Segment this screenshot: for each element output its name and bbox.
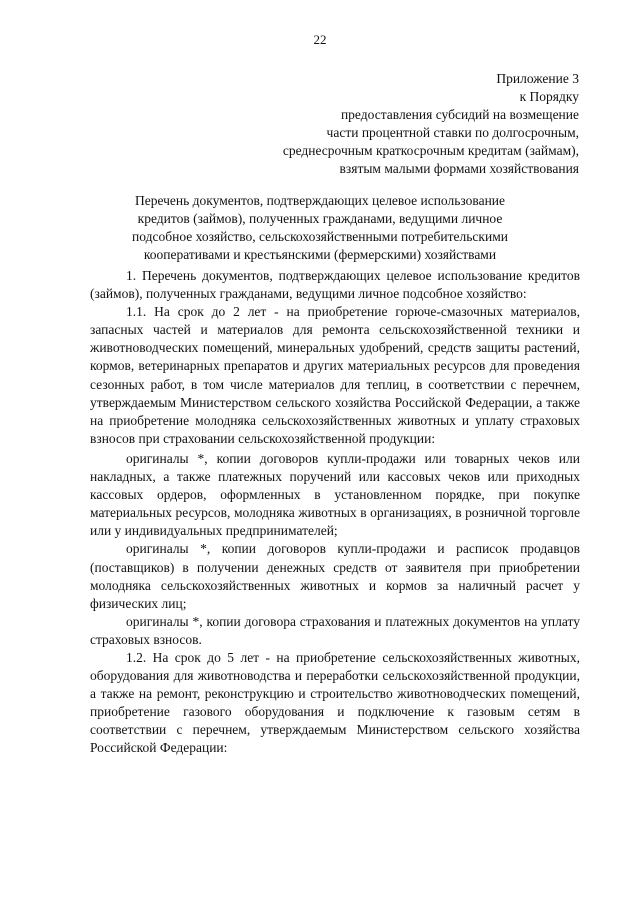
paragraph-originals-purchase: оригиналы *, копии договоров купли-продажи или товарных чеков или накладных, а также платежных поручений или кассовых чеков или приходных кассовых ордеров, оформленных в установленном порядке, при покупке материальных ресурсов, молодняка животных в организациях, в розничной торговле или у индивидуальных предпринимателей; <box>90 450 580 539</box>
appendix-line: к Порядку <box>519 89 579 104</box>
title-line: подсобное хозяйство, сельскохозяйственными потребительскими <box>132 229 508 244</box>
appendix-header <box>219 70 579 178</box>
paragraph-originals-cash: оригиналы *, копии договоров купли-продажи и расписок продавцов (поставщиков) в получении денежных средств от заявителя при приобретении молодняка сельскохозяйственных животных и кормов за наличный расчет у физических лиц; <box>90 541 580 611</box>
page-number: 22 <box>313 32 327 47</box>
paragraph-section-1-1: 1.1. На срок до 2 лет - на приобретение горюче-смазочных материалов, запасных частей и материалов для ремонта сельскохозяйственной техники и животноводческих помещений, минеральных удобрений, средств защиты растений, кормов, ветеринарных препаратов и других материальных ресурсов для проведения сезонных работ, в том числе материалов для теплиц, в соответствии с перечнем, утверждаемым Министерством сельского хозяйства Российской Федерации, а также на приобретение молодняка сельскохозяйственных животных и уплату страховых взносов при страховании сельскохозяйственной продукции: <box>90 304 580 446</box>
appendix-line: среднесрочным краткосрочным кредитам (займам), <box>282 143 579 158</box>
title-line: Перечень документов, подтверждающих целевое использование <box>134 193 506 208</box>
paragraph-originals-insurance: оригиналы *, копии договора страхования и платежных документов на уплату страховых взносов. <box>90 613 580 647</box>
title-line: кредитов (займов), полученных гражданами, ведущими личное <box>137 211 503 226</box>
appendix-line: Приложение 3 <box>496 71 579 86</box>
paragraph-section-1-2: 1.2. На срок до 5 лет - на приобретение сельскохозяйственных животных, оборудования для животноводства и переработки сельскохозяйственной продукции, а также на ремонт, реконструкцию и строительство животноводческих помещений, приобретение газового оборудования и подключение к газовым сетям в соответствии с перечнем, утверждаемым Министерством сельского хозяйства Российской Федерации: <box>90 649 580 756</box>
title-line: кооперативами и крестьянскими (фермерскими) хозяйствами <box>143 247 497 262</box>
appendix-line: взятым малыми формами хозяйствования <box>339 161 579 176</box>
appendix-line: части процентной ставки по долгосрочным, <box>326 125 579 140</box>
paragraph-section-1: 1. Перечень документов, подтверждающих целевое использование кредитов (займов), полученных гражданами, ведущими личное подсобное хозяйство: <box>90 268 580 302</box>
appendix-line: предоставления субсидий на возмещение <box>340 107 579 122</box>
document-body <box>90 267 580 758</box>
document-title <box>60 192 580 264</box>
